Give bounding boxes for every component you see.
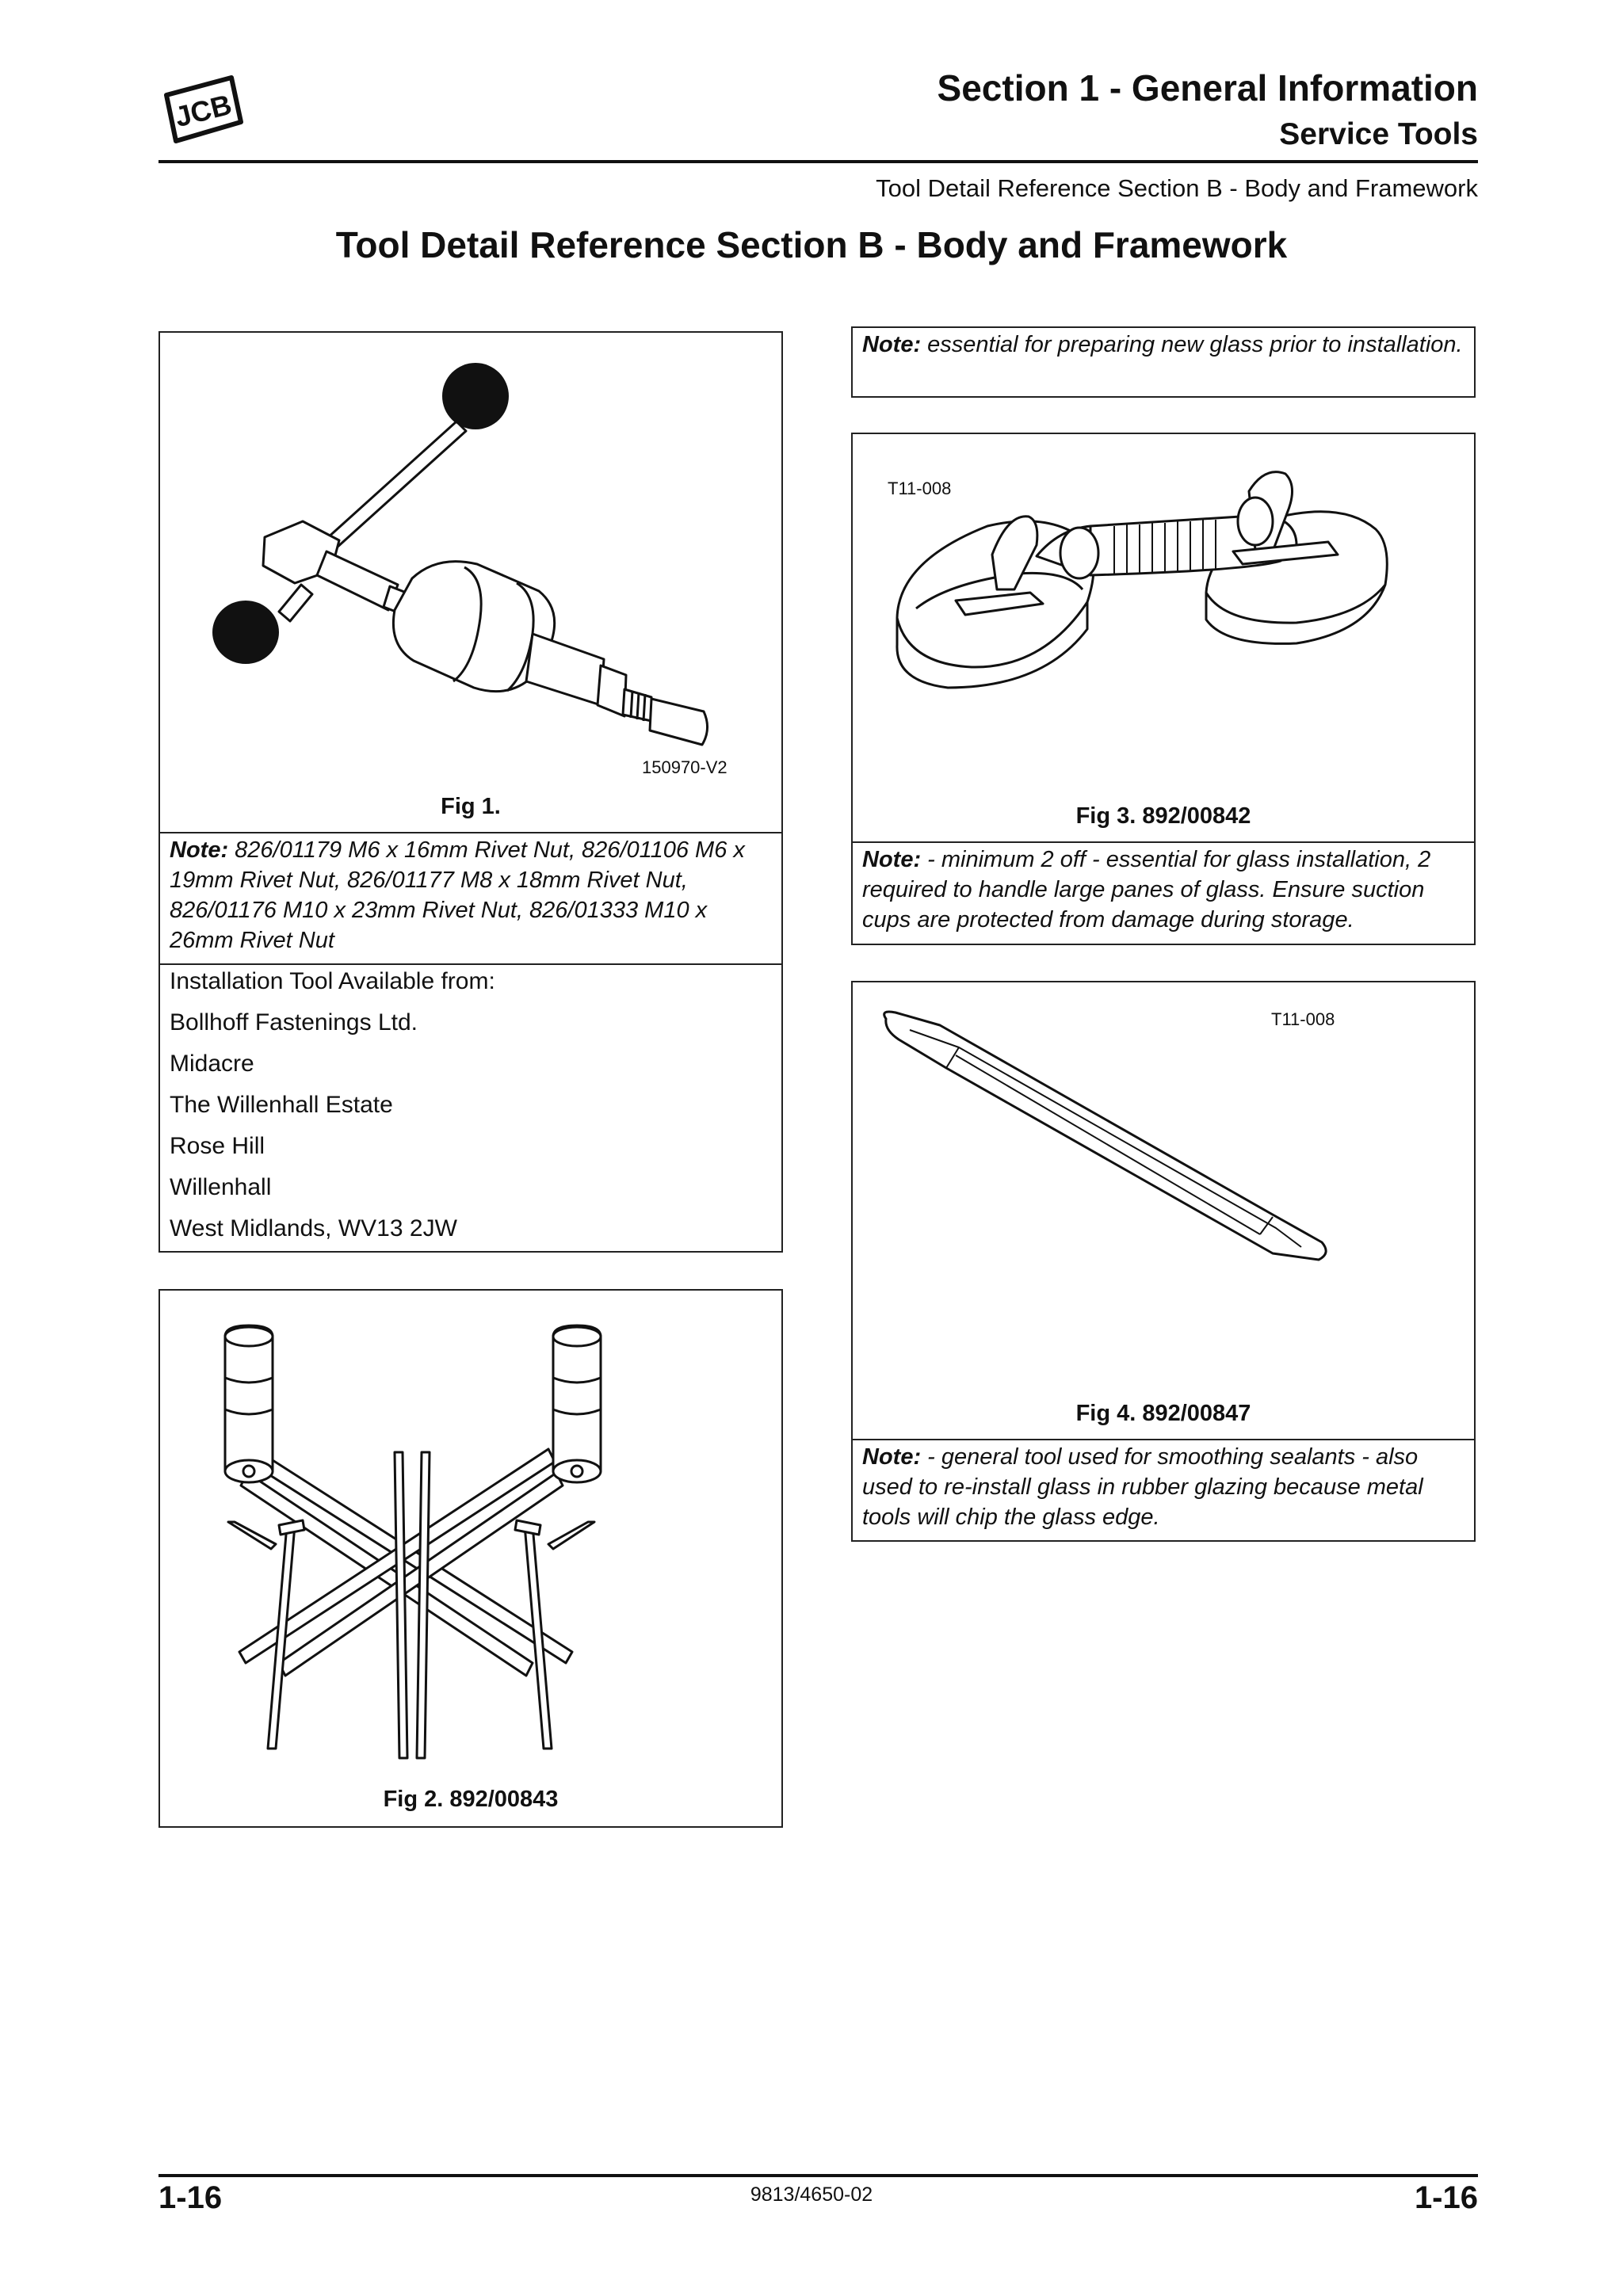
page-number-left: 1-16 [158, 2180, 223, 2215]
fig1-panel [158, 331, 783, 1253]
page-number-right: 1-16 [1414, 2180, 1478, 2215]
fig4-note [862, 1442, 1466, 1532]
fig1-note-label: Note: [170, 837, 229, 863]
address-line-7: West Midlands, WV13 2JW [170, 1215, 457, 1241]
fig4-divider [853, 1439, 1474, 1440]
top-note-label: Note: [862, 332, 922, 357]
address-line-4: The Willenhall Estate [170, 1092, 393, 1118]
fig1-note [170, 835, 773, 955]
fig4-note-label: Note: [862, 1444, 922, 1470]
glass-stand-illustration [160, 1291, 785, 1766]
top-note-text: essential for preparing new glass prior to installation. [921, 332, 1463, 357]
top-note [862, 330, 1466, 360]
fig3-note-label: Note: [862, 847, 922, 872]
jcb-logo [158, 73, 247, 152]
fig1-caption: Fig 1. [441, 794, 501, 819]
fig4-note-text: - general tool used for smoothing sealants - also used to re-install glass in rubber glazing because metal tools will chip the glass edge. [862, 1444, 1423, 1530]
suction-lifter-illustration [853, 434, 1477, 830]
section-title: Section 1 - General Information [937, 67, 1478, 109]
fig3-note-text: - minimum 2 off - essential for glass installation, 2 required to handle large panes of glass. Ensure suction cups are protected from damage during storage. [862, 847, 1431, 933]
fig3-divider [853, 841, 1474, 843]
smoothing-tool-illustration [853, 982, 1477, 1283]
fig3-note [862, 845, 1466, 935]
top-note-panel [851, 326, 1476, 398]
address-line-5: Rose Hill [170, 1133, 265, 1159]
fig2-panel [158, 1289, 783, 1828]
header-rule [158, 160, 1478, 163]
fig1-divider-2 [160, 963, 781, 965]
fig4-code: T11-008 [1271, 1009, 1335, 1029]
svg-text:JCB: JCB [171, 87, 235, 134]
address-line-3: Midacre [170, 1051, 254, 1077]
fig3-panel [851, 433, 1476, 945]
page-title: Tool Detail Reference Section B - Body and Framework [335, 224, 1288, 265]
fig1-note-text: 826/01179 M6 x 16mm Rivet Nut, 826/01106 M6 x 19mm Rivet Nut, 826/01177 M8 x 18mm Rivet Nut, 826/01176 M10 x 23mm Rivet Nut, 826/01333 M10 x 26mm Rivet Nut [170, 837, 745, 953]
fig2-caption: Fig 2. 892/00843 [383, 1787, 559, 1812]
reference-line: Tool Detail Reference Section B - Body and Framework [876, 174, 1478, 202]
address-line-1: Installation Tool Available from: [170, 968, 495, 994]
fig3-code: T11-008 [888, 479, 952, 498]
address-line-2: Bollhoff Fastenings Ltd. [170, 1009, 418, 1035]
footer-rule [158, 2174, 1478, 2177]
rivet-nut-tool-illustration [160, 333, 785, 776]
fig4-caption: Fig 4. 892/00847 [1075, 1401, 1251, 1426]
fig1-code: 150970-V2 [642, 757, 727, 777]
subsection-title: Service Tools [1279, 117, 1478, 151]
document-number: 9813/4650-02 [750, 2183, 873, 2206]
fig3-caption: Fig 3. 892/00842 [1075, 803, 1251, 829]
fig1-divider-1 [160, 832, 781, 833]
address-line-6: Willenhall [170, 1174, 272, 1200]
fig4-panel [851, 981, 1476, 1542]
